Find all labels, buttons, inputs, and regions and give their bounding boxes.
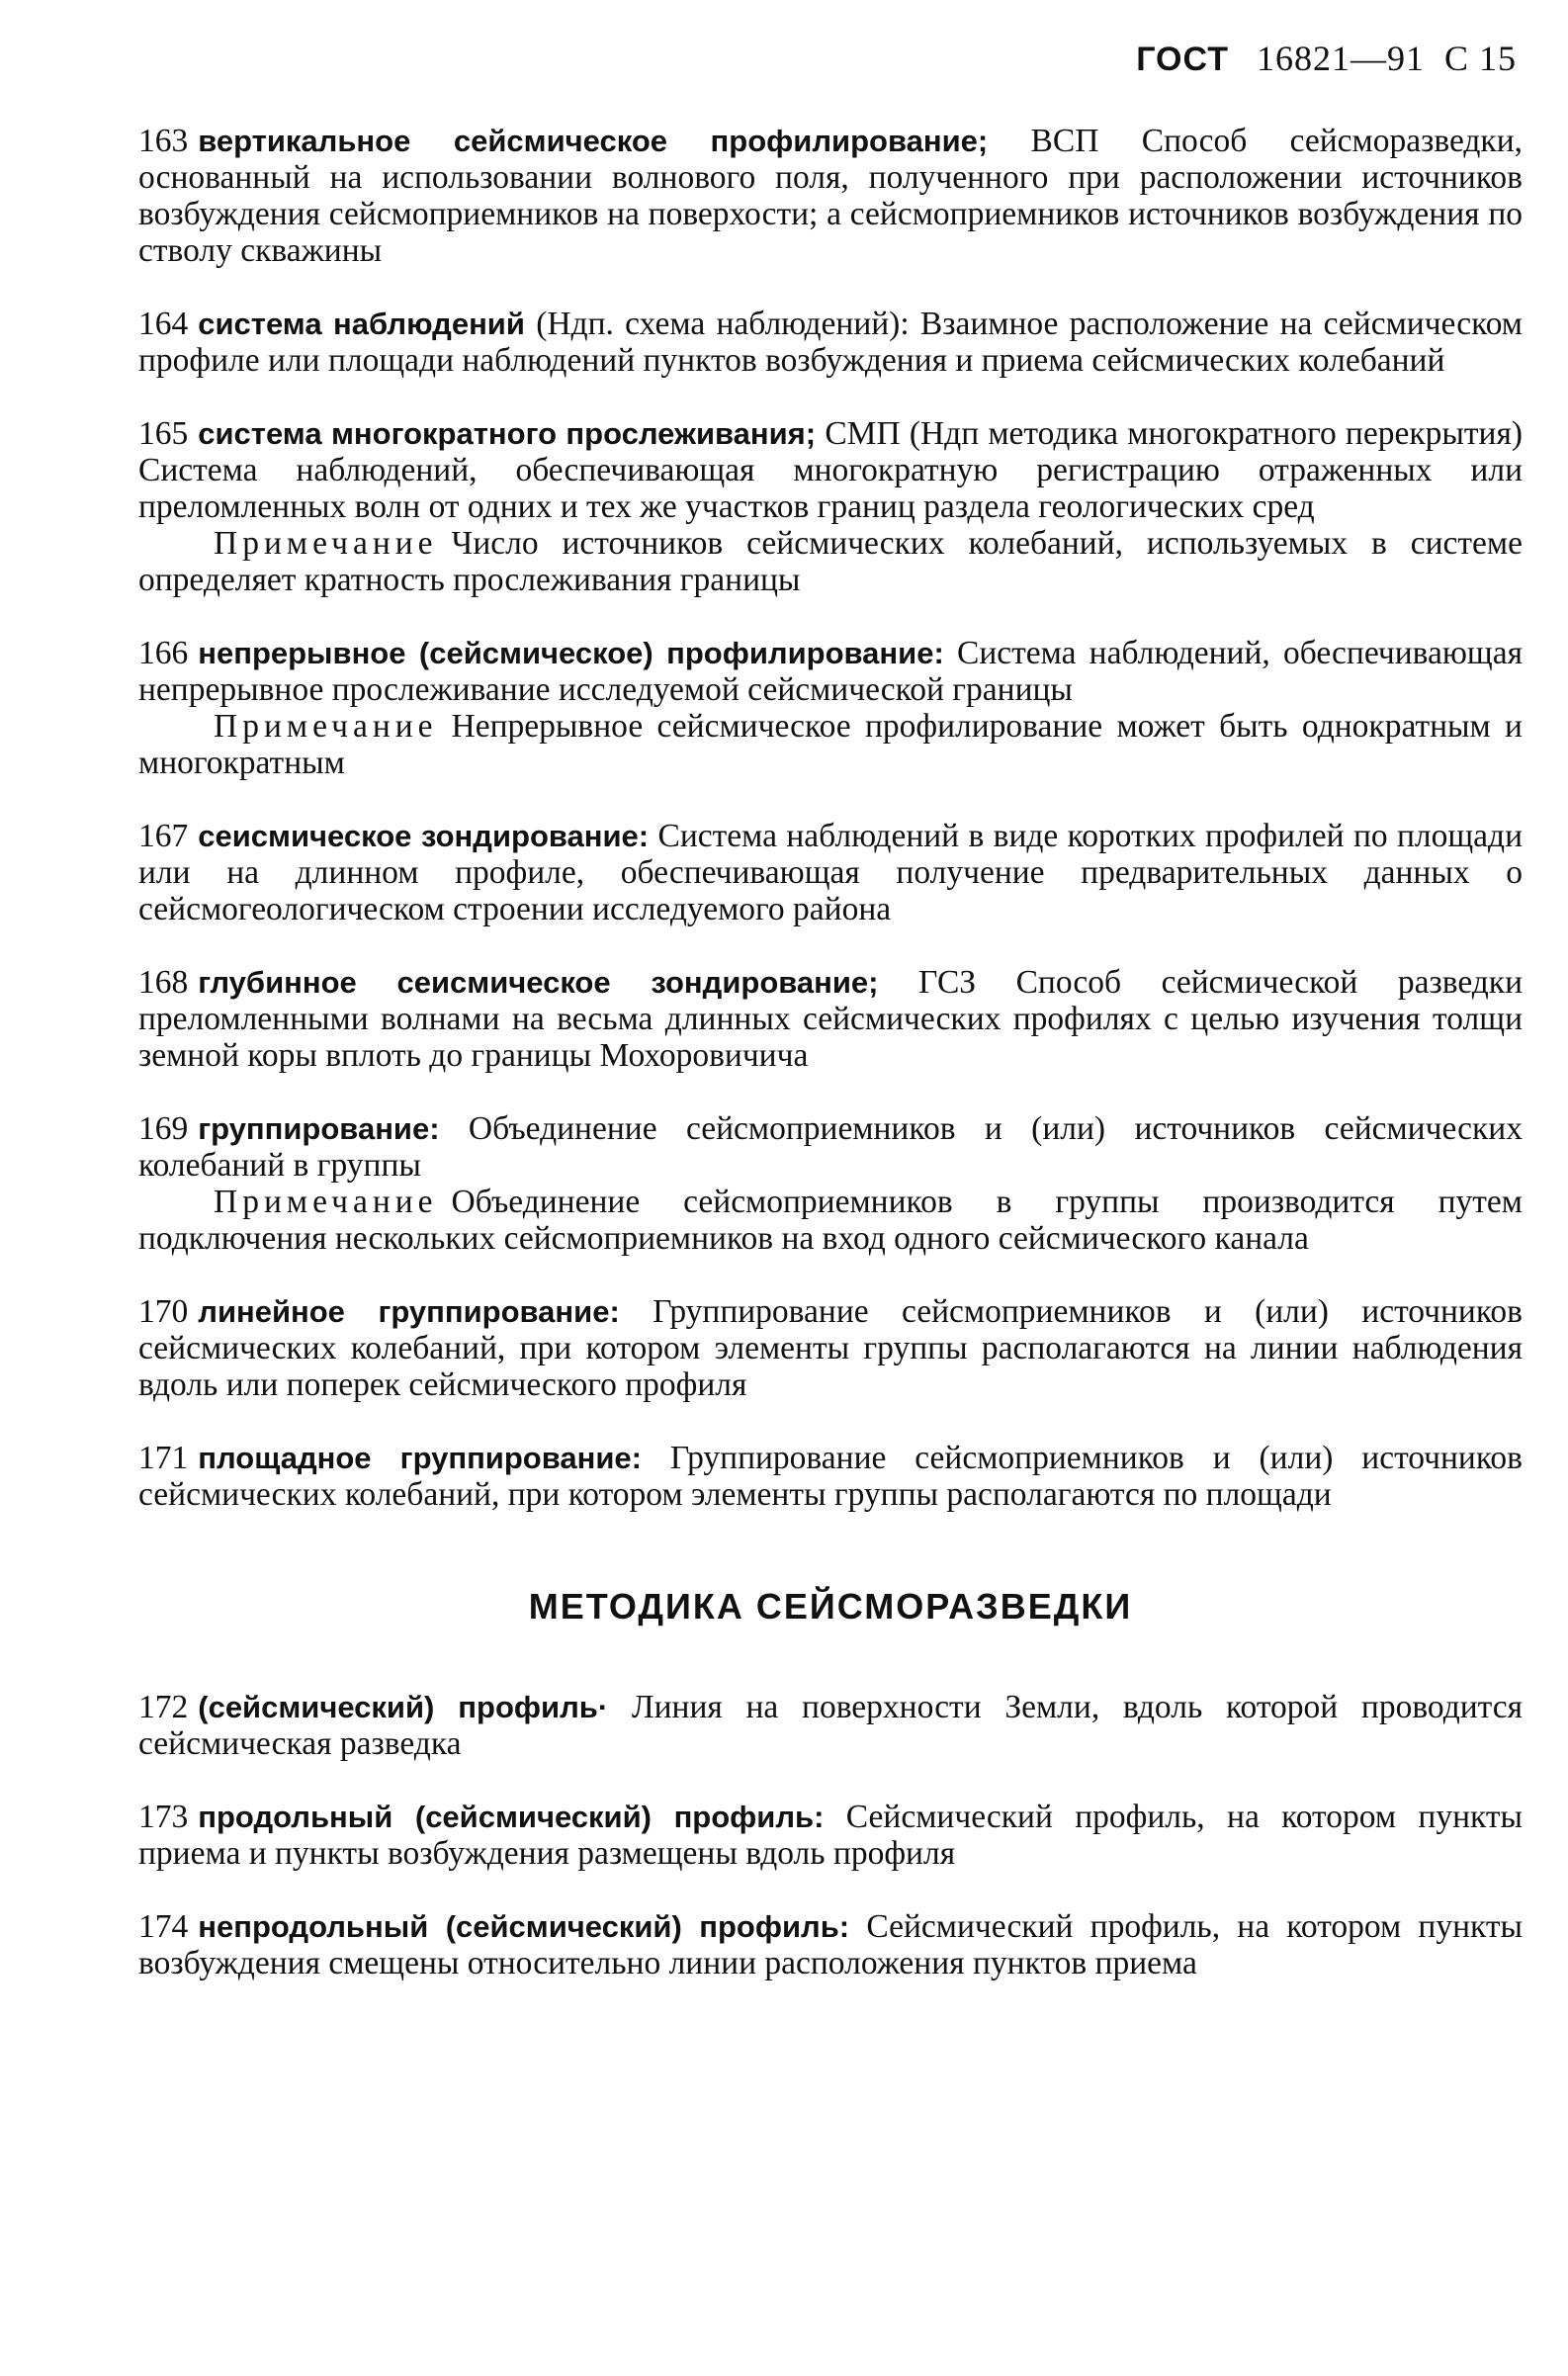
term-number: 172: [138, 1689, 189, 1725]
term-definition: ВСП Способ сейсморазведки, основанный на использовании волнового поля, полученного при расположении источников возбуждения сейсмоприемников на поверхости; а сейсмоприемников источников возбуждения по стволу скважины: [138, 123, 1523, 269]
term-entry-165: [138, 415, 1523, 598]
term-entry-168: [138, 964, 1523, 1074]
term-name: глубинное сеисмическое зондирование;: [198, 965, 879, 1000]
section-title: МЕТОДИКА СЕЙСМОРАЗВЕДКИ: [528, 1586, 1133, 1627]
term-entry-169: [138, 1110, 1523, 1257]
term-definition: (Ндп. схема наблюдений): Взаимное расположение на сейсмическом профиле или площади наблюдений пунктов возбуждения и приема сейсмических колебаний: [138, 306, 1524, 379]
term-number: 166: [138, 635, 189, 671]
term-definition: Система наблюдений, обеспечивающая непрерывное прослеживание исследуемой сейсмической границы: [138, 635, 1523, 708]
term-entry-167: [138, 818, 1523, 927]
term-entry-170: [138, 1293, 1523, 1403]
term-definition: Сейсмический профиль, на котором пункты возбуждения смещены относительно линии расположения пунктов приема: [138, 1908, 1523, 1981]
term-entry-173: [138, 1799, 1523, 1872]
term-definition: Объединение сейсмоприемников и (или) источников сейсмических колебаний в группы: [138, 1110, 1523, 1184]
term-definition: ГСЗ Способ сейсмической разведки преломленными волнами на весьма длинных сейсмических профилях с целью изучения толщи земной коры вплоть до границы Мохоровичича: [138, 964, 1524, 1074]
term-note: [138, 1184, 1523, 1257]
term-number: 165: [138, 415, 189, 452]
term-name: линейное группирование:: [198, 1294, 620, 1329]
term-entry-172: [138, 1689, 1523, 1762]
term-number: 174: [138, 1908, 189, 1945]
note-label: Примечание: [214, 525, 438, 562]
term-name: непродольный (сейсмический) профиль:: [198, 1909, 850, 1944]
term-definition: Группирование сейсмоприемников и (или) источников сейсмических колебаний, при котором элементы группы располагаются по площади: [138, 1440, 1523, 1513]
page-number: С 15: [1443, 39, 1517, 78]
standard-label: ГОСТ: [1136, 41, 1229, 78]
term-number: 169: [138, 1110, 189, 1147]
term-number: 170: [138, 1293, 189, 1330]
note-label: Примечание: [214, 708, 438, 745]
page-header: [1136, 38, 1517, 79]
note-text: Число источников сейсмических колебаний, используемых в системе определяет кратность прослеживания границы: [138, 525, 1523, 598]
term-definition: Группирование сейсмоприемников и (или) источников сейсмических колебаний, при котором элементы группы располагаются на линии наблюдения вдоль или поперек сейсмического профиля: [138, 1293, 1523, 1403]
standard-number: 16821—91: [1256, 39, 1425, 78]
note-label: Примечание: [214, 1184, 438, 1220]
term-name: сеисмическое зондирование:: [198, 819, 650, 853]
term-entry-166: [138, 635, 1523, 781]
term-number: 171: [138, 1440, 189, 1476]
term-name: непрерывное (сейсмическое) профилирование:: [198, 636, 944, 670]
term-number: 173: [138, 1799, 189, 1835]
note-text: Непрерывное сейсмическое профилирование может быть однократным и многократным: [138, 708, 1523, 781]
term-name: (сейсмический) профиль·: [198, 1690, 609, 1724]
term-number: 168: [138, 964, 189, 1001]
term-name: продольный (сейсмический) профиль:: [198, 1800, 825, 1834]
term-entry-163: [138, 123, 1523, 269]
term-definition: СМП (Ндп методика многократного перекрытия) Система наблюдений, обеспечивающая многократную регистрацию отраженных или преломленных волн от одних и тех же участков границ раздела геологических сред: [138, 415, 1524, 525]
document-body: [138, 123, 1523, 2018]
term-name: группирование:: [198, 1111, 440, 1146]
term-number: 167: [138, 818, 189, 854]
term-entry-164: [138, 306, 1523, 379]
term-name: система наблюдений: [198, 307, 525, 341]
term-note: [138, 708, 1523, 781]
term-name: система многократного прослеживания;: [198, 416, 817, 451]
term-note: [138, 525, 1523, 598]
note-text: Объединение сейсмоприемников в группы производится путем подключения нескольких сейсмоприемников на вход одного сейсмического канала: [138, 1184, 1523, 1257]
term-definition: Сейсмический профиль, на котором пункты приема и пункты возбуждения размещены вдоль профиля: [138, 1799, 1524, 1872]
term-name: вертикальное сейсмическое профилирование;: [198, 124, 989, 158]
term-definition: Линия на поверхности Земли, вдоль которой проводится сейсмическая разведка: [138, 1689, 1524, 1762]
term-name: площадное группирование:: [198, 1441, 642, 1475]
term-number: 164: [138, 306, 189, 342]
term-definition: Система наблюдений в виде коротких профилей по площади или на длинном профиле, обеспечивающая получение предварительных данных о сейсмогеологическом строении исследуемого района: [138, 818, 1524, 927]
term-entry-171: [138, 1440, 1523, 1513]
term-entry-174: [138, 1908, 1523, 1981]
term-number: 163: [138, 123, 189, 159]
